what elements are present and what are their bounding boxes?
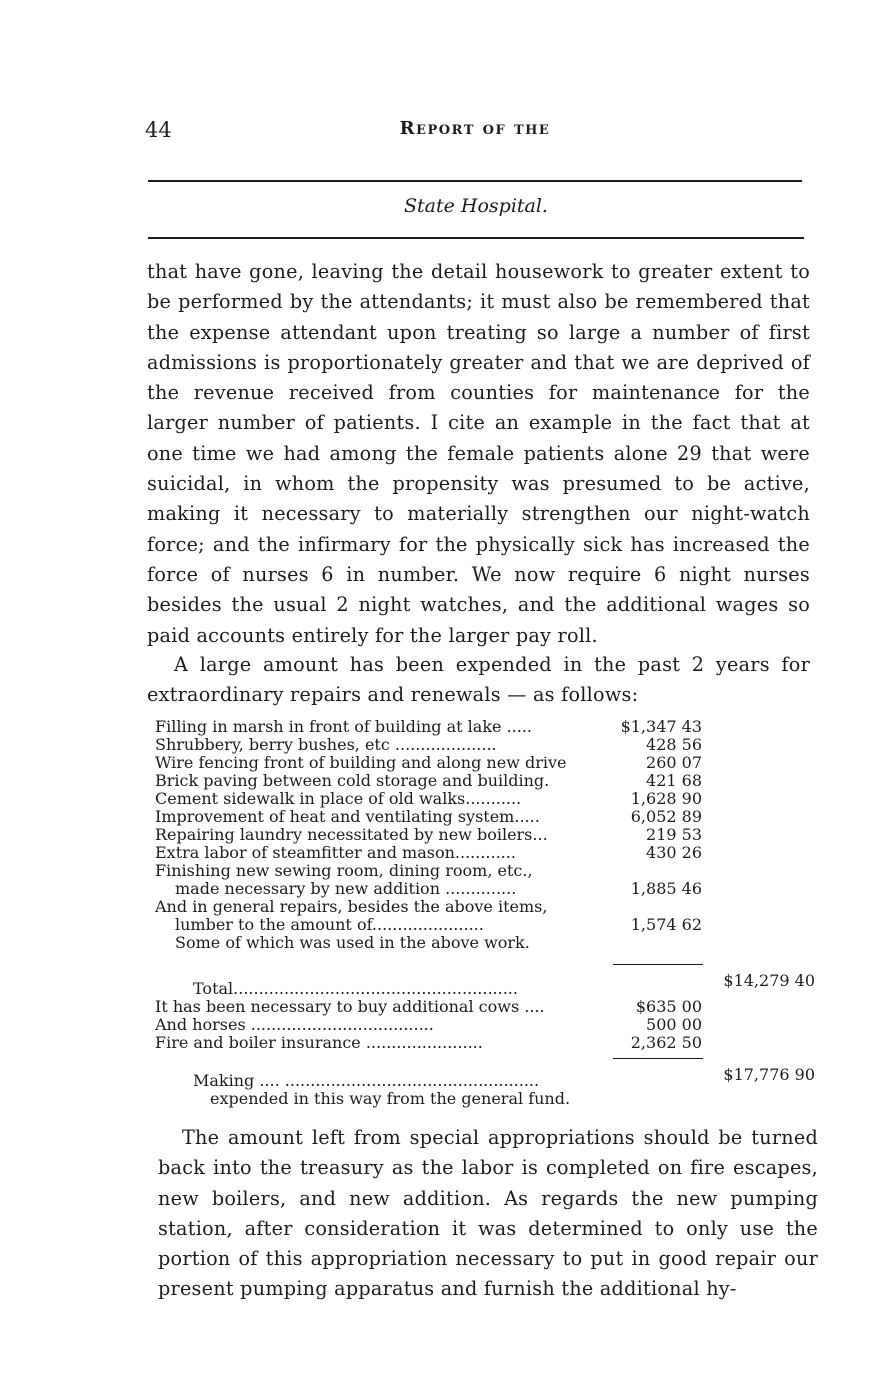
ledger-row-general <box>155 898 825 952</box>
ledger-item-label: It has been necessary to buy additional cows .... <box>155 998 545 1016</box>
ledger-row <box>155 718 825 736</box>
ledger-row <box>155 790 825 808</box>
ledger-item-label: Shrubbery, berry bushes, etc .................... <box>155 736 497 754</box>
subtotal-rule <box>613 964 703 965</box>
page-header <box>145 112 805 152</box>
ledger-making-note-row <box>155 1090 825 1108</box>
ledger-row <box>155 772 825 790</box>
ledger-item-label: Fire and boiler insurance ....................... <box>155 1034 483 1052</box>
section-title: State Hospital. <box>404 195 548 217</box>
total-label: Total........................................................ <box>193 980 518 998</box>
ledger-item-amount: 1,885 46 <box>630 879 702 898</box>
total-amount: $14,279 40 <box>723 971 815 990</box>
ledger-item-amount: 1,574 62 <box>630 915 702 934</box>
ledger-item-amount: 2,362 50 <box>630 1033 702 1052</box>
ledger-item-label: Improvement of heat and ventilating system..... <box>155 808 540 826</box>
ledger-item-label: And horses .................................... <box>155 1016 434 1034</box>
ledger-row <box>155 826 825 844</box>
header-rule-top <box>148 180 802 182</box>
making-note: expended in this way from the general fund. <box>210 1090 571 1108</box>
ledger-item-amount: 1,628 90 <box>630 789 702 808</box>
ledger-making-row <box>155 1065 825 1090</box>
ledger-general-line-1: And in general repairs, besides the above items, <box>155 898 548 916</box>
ledger-item-amount: $1,347 43 <box>620 717 702 736</box>
ledger-item-label: Filling in marsh in front of building at lake ..... <box>155 718 533 736</box>
ledger-general-line-2: lumber to the amount of...................... <box>175 915 484 934</box>
ledger-item-label: Extra labor of steamfitter and mason............ <box>155 844 516 862</box>
ledger-row <box>155 1034 825 1052</box>
ledger-item-amount: 500 00 <box>646 1015 702 1034</box>
making-amount: $17,776 90 <box>723 1065 815 1084</box>
expense-ledger <box>155 718 825 1108</box>
ledger-item-amount: 260 07 <box>646 753 702 772</box>
ledger-row <box>155 1016 825 1034</box>
ledger-item-amount: 430 26 <box>646 843 702 862</box>
ledger-item-amount: 219 53 <box>646 825 702 844</box>
ledger-item-label <box>155 898 595 952</box>
ledger-row <box>155 736 825 754</box>
ledger-sewing-line-1: Finishing new sewing room, dining room, etc., <box>155 862 533 880</box>
ledger-row <box>155 998 825 1016</box>
making-label: Making .... .................................................. <box>193 1072 540 1090</box>
ledger-item-amount: $635 00 <box>635 997 702 1016</box>
body-paragraph-1: that have gone, leaving the detail housework to greater extent to be performed by the attendants; it must also be remembered that the expense attendant upon treating so large a number of first admissions is proportionately greater and that we are deprived of the revenue received from counties for maintenance for the larger number of patients. I cite an example in the fact that at one time we had among the female patients alone 29 that were suicidal, in whom the propensity was presumed to be active, making it necessary to materially strengthen our night-watch force; and the infirmary for the physically sick has increased the force of nurses 6 in number. We now require 6 night nurses besides the usual 2 night watches, and the additional wages so paid accounts entirely for the larger pay roll. <box>147 260 810 647</box>
header-rule-bottom <box>148 237 804 239</box>
ledger-row-sewing <box>155 862 825 898</box>
running-title: Report of the <box>399 118 551 139</box>
page-number: 44 <box>145 118 172 142</box>
ledger-total-row <box>155 971 825 998</box>
ledger-item-label <box>155 862 595 898</box>
ledger-item-amount: 421 68 <box>646 771 702 790</box>
body-paragraph-3: The amount left from special appropriations should be turned back into the treasury as the labor is completed on fire escapes, new boilers, and new addition. As regards the new pumping station, after consideration it was determined to only use the portion of this appropriation necessary to put in good repair our present pumping apparatus and furnish the additional hy- <box>158 1126 818 1301</box>
ledger-row <box>155 754 825 772</box>
ledger-sewing-line-2: made necessary by new addition .............. <box>175 879 517 898</box>
making-rule <box>613 1058 703 1059</box>
ledger-row <box>155 844 825 862</box>
ledger-item-label: Cement sidewalk in place of old walks........... <box>155 790 522 808</box>
ledger-item-label: Repairing laundry necessitated by new boilers... <box>155 826 548 844</box>
ledger-item-amount: 6,052 89 <box>630 807 702 826</box>
ledger-item-amount: 428 56 <box>646 735 702 754</box>
ledger-item-label: Wire fencing front of building and along new drive <box>155 754 567 772</box>
ledger-row <box>155 808 825 826</box>
ledger-item-label: Brick paving between cold storage and building. <box>155 772 550 790</box>
ledger-general-line-3: Some of which was used in the above work. <box>175 933 530 952</box>
body-paragraph-2: A large amount has been expended in the past 2 years for extraordinary repairs and renewals — as follows: <box>147 653 810 707</box>
